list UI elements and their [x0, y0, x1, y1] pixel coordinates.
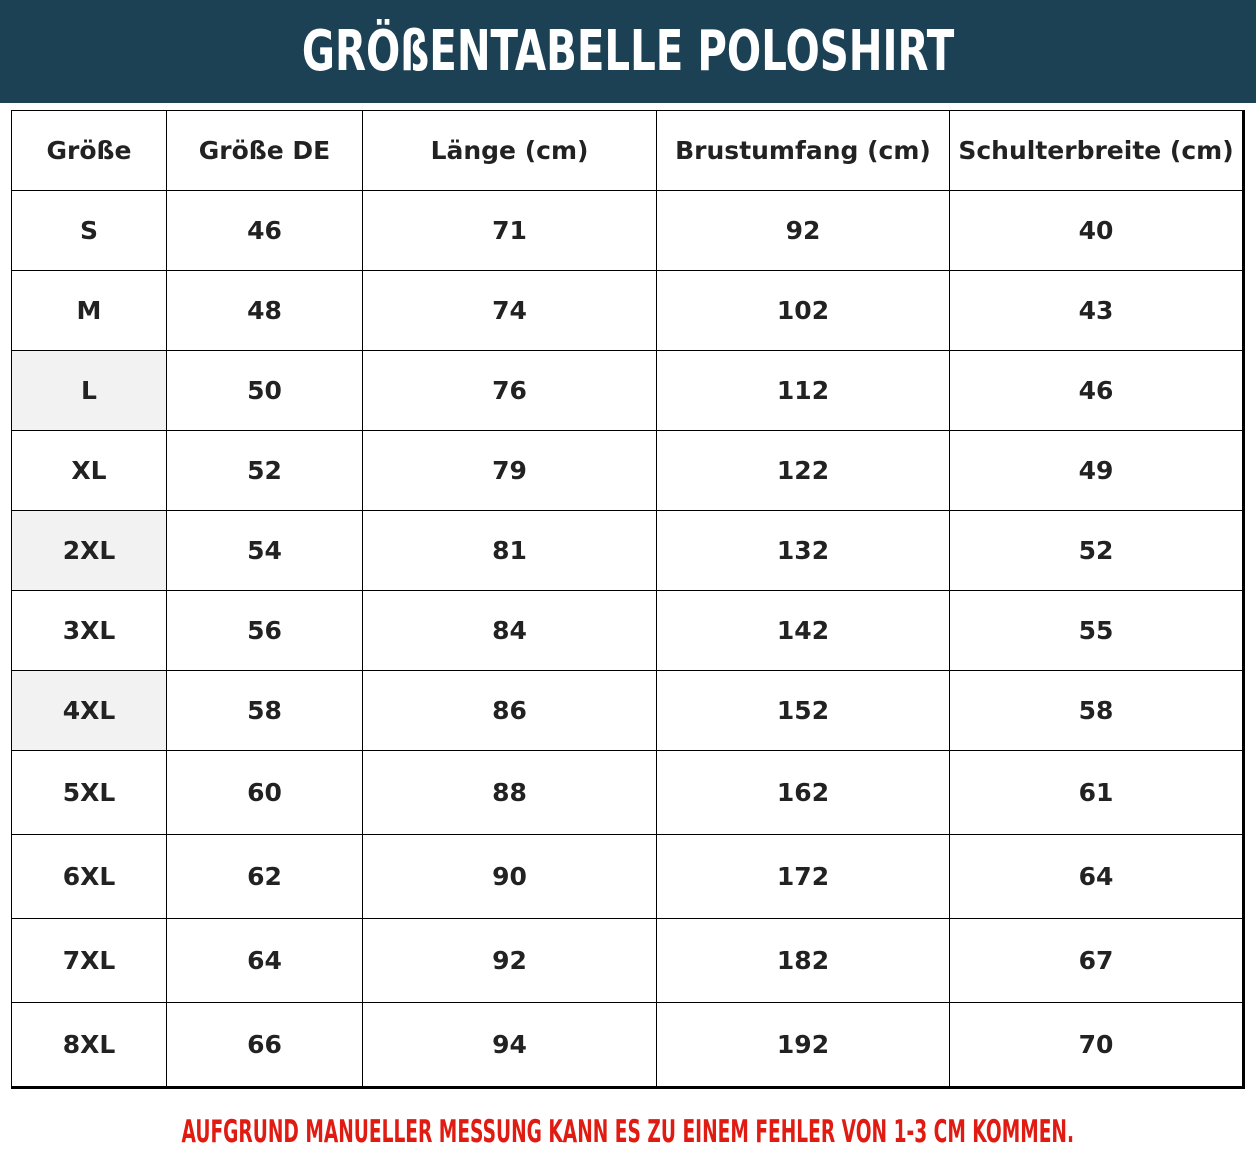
- cell-size: XL: [12, 431, 167, 511]
- cell-chest: 122: [657, 431, 950, 511]
- table-row: [12, 351, 1244, 431]
- cell-chest: 192: [657, 1003, 950, 1088]
- cell-length: 88: [363, 751, 657, 835]
- cell-chest: 112: [657, 351, 950, 431]
- cell-size-de: 60: [167, 751, 363, 835]
- cell-chest: 142: [657, 591, 950, 671]
- cell-shoulder: 61: [950, 751, 1244, 835]
- cell-size-de: 66: [167, 1003, 363, 1088]
- table-row: [12, 1003, 1244, 1088]
- table-row: [12, 751, 1244, 835]
- cell-shoulder: 55: [950, 591, 1244, 671]
- cell-shoulder: 70: [950, 1003, 1244, 1088]
- cell-chest: 132: [657, 511, 950, 591]
- header-row: [12, 111, 1244, 191]
- cell-size-de: 56: [167, 591, 363, 671]
- cell-length: 76: [363, 351, 657, 431]
- cell-size: 8XL: [12, 1003, 167, 1088]
- table-row: [12, 511, 1244, 591]
- cell-size: L: [12, 351, 167, 431]
- cell-length: 79: [363, 431, 657, 511]
- cell-size-de: 52: [167, 431, 363, 511]
- column-header-chest: Brustumfang (cm): [657, 111, 950, 191]
- cell-shoulder: 64: [950, 835, 1244, 919]
- cell-length: 74: [363, 271, 657, 351]
- cell-shoulder: 52: [950, 511, 1244, 591]
- cell-chest: 92: [657, 191, 950, 271]
- page-title: GRÖßENTABELLE POLOSHIRT: [301, 18, 955, 84]
- cell-length: 92: [363, 919, 657, 1003]
- cell-size: 4XL: [12, 671, 167, 751]
- cell-shoulder: 43: [950, 271, 1244, 351]
- table-row: [12, 431, 1244, 511]
- cell-shoulder: 40: [950, 191, 1244, 271]
- cell-size-de: 50: [167, 351, 363, 431]
- column-header-size: Größe: [12, 111, 167, 191]
- cell-length: 81: [363, 511, 657, 591]
- cell-chest: 172: [657, 835, 950, 919]
- cell-length: 94: [363, 1003, 657, 1088]
- cell-length: 86: [363, 671, 657, 751]
- cell-chest: 152: [657, 671, 950, 751]
- cell-size: 5XL: [12, 751, 167, 835]
- footer-note: [0, 1110, 1256, 1154]
- cell-size-de: 48: [167, 271, 363, 351]
- cell-size: S: [12, 191, 167, 271]
- cell-shoulder: 49: [950, 431, 1244, 511]
- table-row: [12, 671, 1244, 751]
- cell-size-de: 64: [167, 919, 363, 1003]
- cell-shoulder: 58: [950, 671, 1244, 751]
- cell-size: 3XL: [12, 591, 167, 671]
- cell-chest: 102: [657, 271, 950, 351]
- cell-chest: 182: [657, 919, 950, 1003]
- column-header-shoulder: Schulterbreite (cm): [950, 111, 1244, 191]
- table-row: [12, 919, 1244, 1003]
- cell-size-de: 46: [167, 191, 363, 271]
- cell-shoulder: 67: [950, 919, 1244, 1003]
- table-row: [12, 835, 1244, 919]
- cell-size: 6XL: [12, 835, 167, 919]
- cell-size-de: 54: [167, 511, 363, 591]
- table-row: [12, 271, 1244, 351]
- column-header-length: Länge (cm): [363, 111, 657, 191]
- cell-chest: 162: [657, 751, 950, 835]
- cell-length: 84: [363, 591, 657, 671]
- column-header-size-de: Größe DE: [167, 111, 363, 191]
- size-table: [11, 110, 1245, 1089]
- measurement-disclaimer: AUFGRUND MANUELLER MESSUNG KANN ES ZU EINEM FEHLER VON 1-3 CM KOMMEN.: [181, 1113, 1075, 1150]
- title-bar: [0, 0, 1256, 103]
- table-row: [12, 191, 1244, 271]
- cell-shoulder: 46: [950, 351, 1244, 431]
- cell-size-de: 58: [167, 671, 363, 751]
- cell-length: 71: [363, 191, 657, 271]
- cell-size: 2XL: [12, 511, 167, 591]
- cell-size: 7XL: [12, 919, 167, 1003]
- cell-length: 90: [363, 835, 657, 919]
- table-row: [12, 591, 1244, 671]
- cell-size: M: [12, 271, 167, 351]
- cell-size-de: 62: [167, 835, 363, 919]
